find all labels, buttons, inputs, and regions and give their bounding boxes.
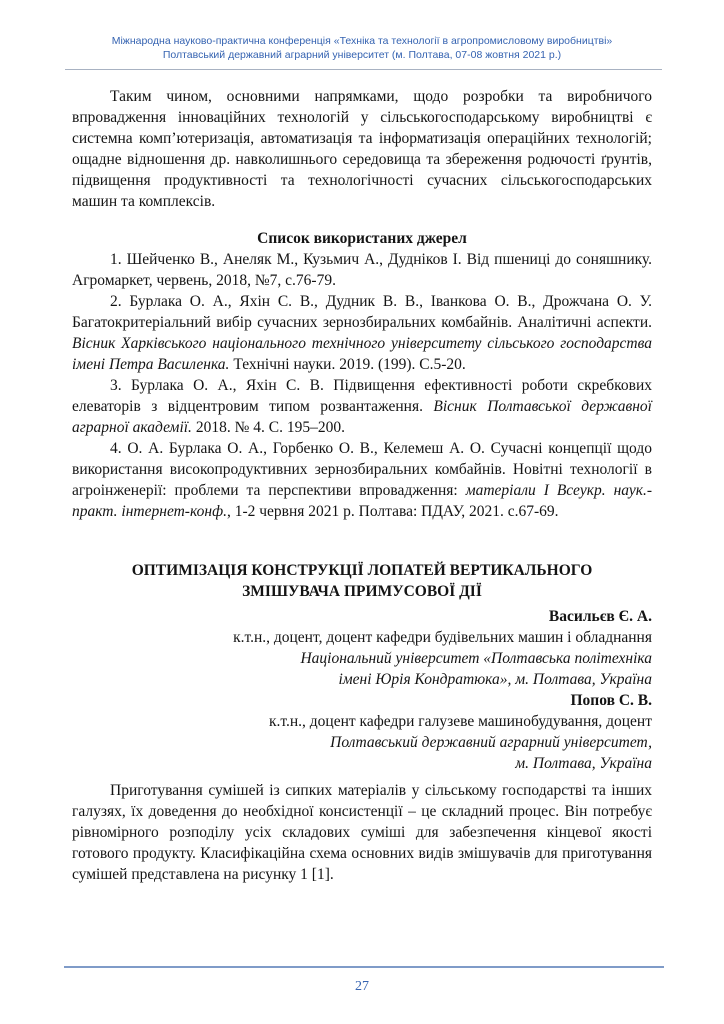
author-name: Попов С. В. (570, 692, 652, 709)
author-affiliation-line: Національний університет «Полтавська політехніка (300, 650, 652, 667)
conclusion-paragraph: Таким чином, основними напрямками, щодо розробки та виробничого впровадження інноваційних технологій у сільськогосподарському виробництві є системна комп’ютеризація, автоматизація та інформатизація операційних технологій; ощадне відношення др. навколишнього середовища та збереження родючості ґрунтів, підвищення продуктивності та технологічності сучасних сільськогосподарських машин та комплексів. (72, 88, 652, 210)
author-block-1 (72, 606, 652, 690)
author-position: к.т.н., доцент, доцент кафедри будівельних машин і обладнання (233, 629, 652, 646)
page-header (72, 34, 652, 70)
reference-item-3: 3. Бурлака О. А., Яхін С. В. Підвищення ефективності роботи скребкових елеваторів з відцентровим типом розвантаження. Вісник Полтавської державної аграрної академії. 2018. № 4. С. 195–200. (72, 377, 652, 436)
page-number: 27 (355, 979, 369, 994)
article-title-line-2: ЗМІШУВАЧА ПРИМУСОВОЇ ДІЇ (242, 583, 482, 600)
author-affiliation-line: Полтавський державний аграрний університет, (330, 734, 652, 751)
reference-item-4: 4. О. А. Бурлака О. А., Горбенко О. В., Келемеш А. О. Сучасні концепції щодо використання високопродуктивних зернозбиральних комбайнів. Новітні технології в агроінженерії: проблеми та перспективи впровадження: матеріали І Всеукр. наук.-практ. інтернет-конф., 1-2 червня 2021 р. Полтава: ПДАУ, 2021. с.67-69. (72, 440, 652, 520)
article-title-line-1: ОПТИМІЗАЦІЯ КОНСТРУКЦІЇ ЛОПАТЕЙ ВЕРТИКАЛЬНОГО (131, 562, 593, 579)
author-affiliation-line: імені Юрія Кондратюка», м. Полтава, Україна (338, 671, 652, 688)
footer-rule (64, 966, 664, 968)
references-heading: Список використаних джерел (257, 230, 467, 247)
reference-item-2: 2. Бурлака О. А., Яхін С. В., Дудник В. В., Іванкова О. В., Дрожчана О. У. Багатокритеріальний вибір сучасних зернозбиральних комбайнів. Аналітичні аспекти. Вісник Харківського національного технічного університету сільського господарства імені Петра Василенка. Технічні науки. 2019. (199). С.5-20. (72, 293, 652, 373)
intro-paragraph: Приготування сумішей із сипких матеріалів у сільському господарстві та інших галузях, їх доведення до необхідної консистенції – це складний процес. Він потребує рівномірного розподілу усіх складових суміші для забезпечення кінцевої якості готового продукту. Класифікаційна схема основних видів змішувачів для приготування сумішей представлена на рисунку 1 [1]. (72, 782, 652, 883)
header-university-line: Полтавський державний аграрний університет (м. Полтава, 07-08 жовтня 2021 р.) (162, 49, 562, 61)
authors-block (72, 606, 652, 774)
author-block-2 (72, 690, 652, 774)
author-affiliation-line: м. Полтава, Україна (515, 755, 652, 772)
author-name: Васильєв Є. А. (548, 608, 652, 625)
reference-item-1: 1. Шейченко В., Анеляк М., Кузьмич А., Дудніков І. Від пшениці до соняшнику. Агромаркет, червень, 2018, №7, с.76-79. (72, 251, 652, 289)
header-conference-line: Міжнародна науково-практична конференція «Техніка та технології в агропромисловому виробництві» (111, 35, 613, 47)
header-rule (65, 69, 662, 70)
author-position: к.т.н., доцент кафедри галузеве машинобудування, доцент (268, 713, 652, 730)
article-title (72, 560, 652, 602)
